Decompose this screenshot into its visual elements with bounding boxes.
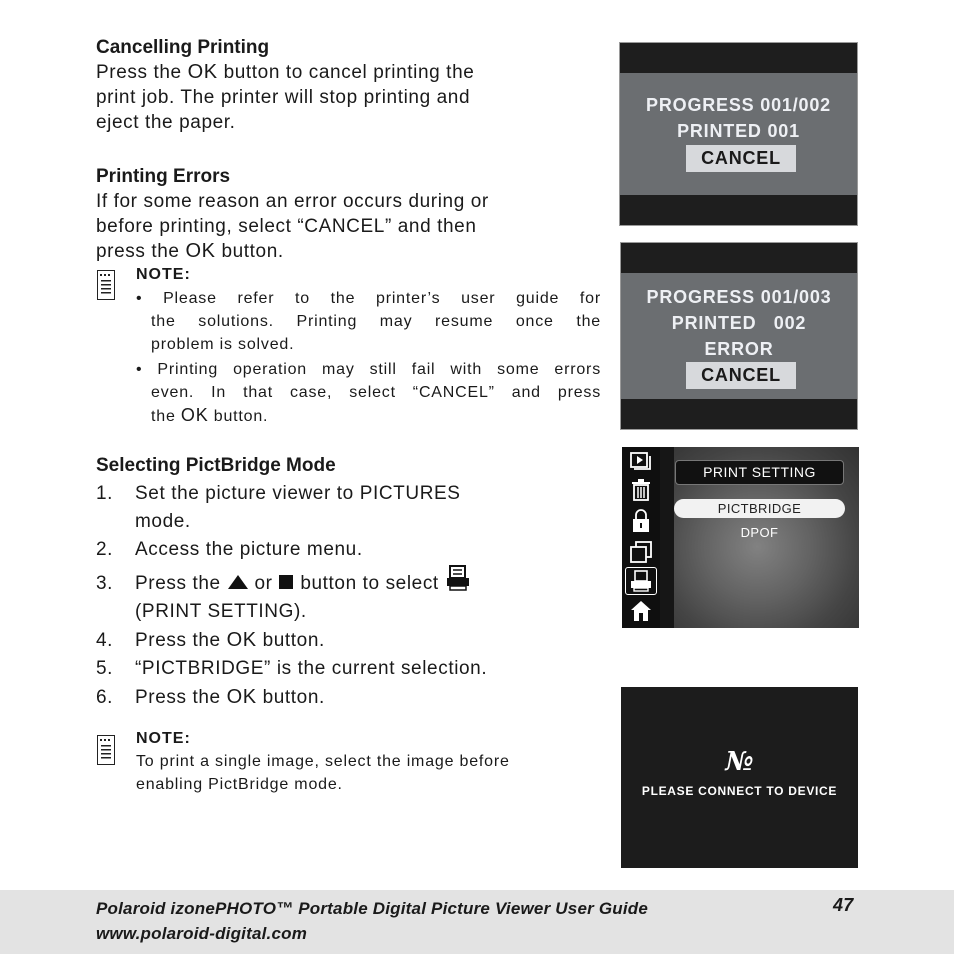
text: Press the [96,62,182,83]
heading-printing-errors: Printing Errors [96,166,231,187]
cancel-paragraph [96,60,474,135]
print-setting-icon[interactable] [630,570,652,592]
step-5 [96,655,586,683]
text: problem is solved. [151,336,295,353]
step-number: 2. [96,539,114,560]
text: enabling PictBridge mode. [136,776,343,793]
heading-cancelling-printing: Cancelling Printing [96,37,270,58]
step-text: Press the [135,687,221,708]
page-number: 47 [833,895,854,915]
text: • Please refer to the printer’s user guide for [136,290,601,307]
menu-option-dpof[interactable]: DPOF [740,525,779,540]
step-text: (PRINT SETTING). [135,601,307,622]
text: button. [221,241,284,262]
error-text: ERROR [704,339,774,359]
steps-list [96,480,586,712]
slideshow-icon[interactable] [630,452,652,472]
text: button to cancel printing the [223,62,475,83]
ok-button-glyph: OK [185,240,216,262]
text: print job. The printer will stop printing and [96,87,471,108]
text: To print a single image, select the image before [136,753,510,770]
errors-paragraph [96,189,489,264]
step-text: button. [262,630,325,651]
heading-selecting-pictbridge: Selecting PictBridge Mode [96,455,336,476]
lock-icon[interactable] [632,509,650,533]
step-text: Press the [135,573,221,594]
step-text: Access the picture menu. [135,539,363,560]
text: the [151,408,176,425]
note-1-body [136,287,601,428]
screen-print-error [620,242,858,430]
step-number: 1. [96,483,114,504]
cancel-button[interactable]: CANCEL [686,362,796,389]
text: button. [213,408,269,425]
step-6 [96,683,586,712]
note-label: NOTE: [136,730,191,747]
printed-text: PRINTED 001 [677,121,800,141]
footer-title: Polaroid izonePHOTO™ Portable Digital Picture Viewer User Guide [96,899,649,918]
footer [0,890,954,954]
ok-button-glyph: OK [226,686,257,708]
note-2-body [136,750,510,796]
step-text: button to select [300,573,439,594]
step-3 [96,564,586,598]
step-1 [96,480,586,508]
step-4 [96,626,586,655]
step-number: 4. [96,630,114,651]
screen-bottom-bar [620,195,857,225]
step-2 [96,536,586,564]
screen-print-setting-menu [622,447,859,628]
note-icon [97,735,115,765]
text: press the [96,241,180,262]
ok-button-glyph: OK [187,61,218,83]
text: the solutions. Printing may resume once the [151,313,601,330]
screen-bottom-bar [621,399,857,429]
polaroid-logo: № [725,747,754,777]
footer-url[interactable]: www.polaroid-digital.com [96,924,308,943]
step-text: mode. [135,511,191,532]
text: eject the paper. [96,112,236,133]
print-setting-icon [445,564,471,592]
text: even. In that case, select “CANCEL” and press [151,384,601,401]
home-icon[interactable] [630,600,652,622]
delete-icon[interactable] [631,479,651,501]
step-text: Set the picture viewer to PICTURES [135,483,461,504]
printed-text: PRINTED 002 [671,313,807,333]
step-number: 6. [96,687,114,708]
copy-icon[interactable] [630,541,652,563]
square-button-icon [278,574,294,590]
screen-top-bar [620,43,857,73]
text: before printing, select “CANCEL” and then [96,216,477,237]
connect-message: PLEASE CONNECT TO DEVICE [641,784,838,798]
step-number: 5. [96,658,114,679]
screen-print-progress [619,42,858,226]
progress-text: PROGRESS 001/003 [646,287,832,307]
text: • Printing operation may still fail with some errors [136,361,601,378]
menu-option-pictbridge[interactable]: PICTBRIDGE [674,499,845,518]
step-text: “PICTBRIDGE” is the current selection. [135,658,488,679]
progress-text: PROGRESS 001/002 [646,95,831,115]
note-label: NOTE: [136,266,191,283]
ok-button-glyph: OK [226,629,257,651]
step-3-cont [96,598,586,626]
note-icon [97,270,115,300]
text: If for some reason an error occurs during or [96,191,489,212]
step-text: Press the [135,630,221,651]
screen-connect-device [621,687,858,868]
cancel-button[interactable]: CANCEL [686,145,796,172]
screen-top-bar [621,243,857,273]
step-text: or [254,573,273,594]
menu-title: PRINT SETTING [675,460,844,485]
step-1-cont [96,508,586,536]
up-arrow-icon [227,574,249,590]
step-text: button. [262,687,325,708]
step-number: 3. [96,573,114,594]
ok-button-glyph: OK [180,405,209,425]
